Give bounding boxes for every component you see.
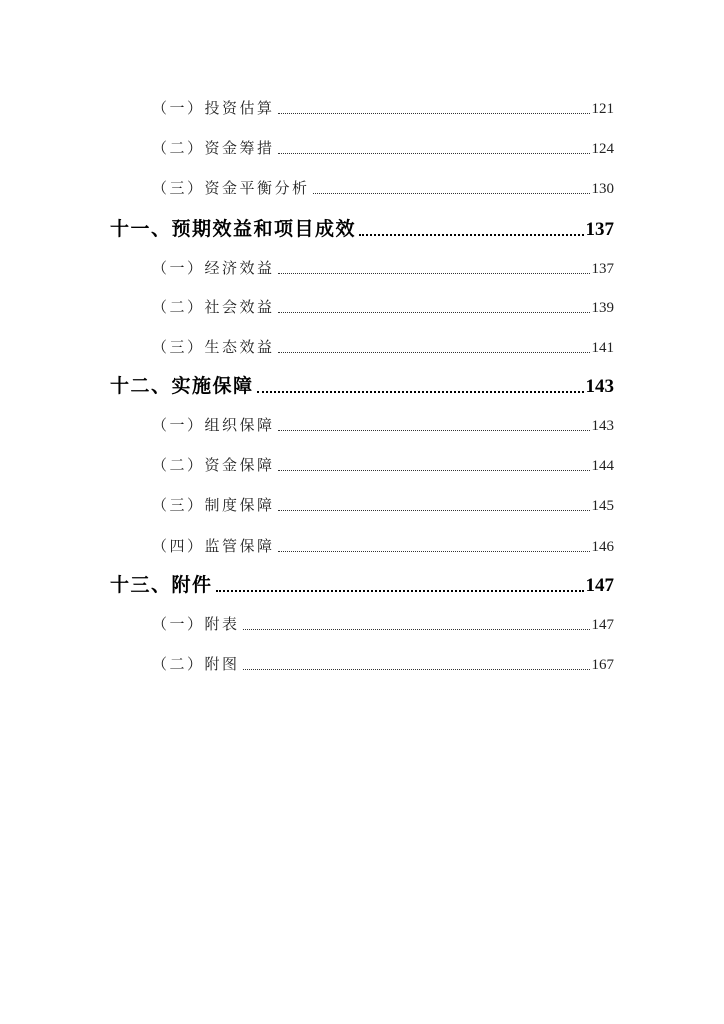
toc-dot-leader [278,464,590,471]
toc-entry-title: 十一、预期效益和项目成效 [110,218,357,240]
toc-section-entry[interactable] [152,613,614,635]
toc-dot-leader [278,267,590,274]
toc-entry-title: （二）资金保障 [152,456,275,474]
toc-dot-leader [278,504,590,511]
toc-entry-title: （二）附图 [152,655,240,673]
toc-dot-leader [278,306,590,313]
toc-dot-leader [278,147,590,154]
toc-dot-leader [359,228,583,236]
toc-entry-title: （四）监管保障 [152,537,275,555]
toc-dot-leader [278,545,590,552]
toc-page-number: 130 [591,181,614,197]
toc-section-entry[interactable] [152,494,614,516]
toc-page-number: 139 [591,300,614,316]
toc-dot-leader [278,107,590,114]
toc-section-entry[interactable] [152,97,614,119]
toc-entry-title: （三）制度保障 [152,496,275,514]
toc-section-entry[interactable] [152,653,614,675]
toc-entry-title: （一）投资估算 [152,99,275,117]
toc-section-entry[interactable] [152,535,614,557]
toc-page-number: 141 [591,340,614,356]
toc-entry-title: 十三、附件 [110,574,213,596]
toc-section-entry[interactable] [152,177,614,199]
toc-page-number: 147 [585,575,614,596]
toc-section-entry[interactable] [152,454,614,476]
toc-dot-leader [278,346,590,353]
toc-entry-title: （一）经济效益 [152,259,275,277]
toc-section-entry[interactable] [152,336,614,358]
toc-entry-title: （二）社会效益 [152,298,275,316]
toc-entry-title: 十二、实施保障 [110,375,254,397]
toc-section-entry[interactable] [152,257,614,279]
toc-page-number: 124 [591,141,614,157]
toc-dot-leader [216,584,584,592]
toc-entry-title: （二）资金筹措 [152,139,275,157]
toc-entry-title: （三）资金平衡分析 [152,179,310,197]
toc-dot-leader [313,187,590,194]
toc-page-number: 121 [591,101,614,117]
toc-page-number: 167 [591,657,614,673]
toc-entry-title: （三）生态效益 [152,338,275,356]
toc-chapter-entry[interactable] [110,572,614,598]
toc-page-number: 147 [591,617,614,633]
toc-page-number: 137 [585,219,614,240]
toc-page-number: 137 [591,261,614,277]
toc-chapter-entry[interactable] [110,216,614,242]
toc-section-entry[interactable] [152,414,614,436]
toc-chapter-entry[interactable] [110,373,614,399]
toc-entry-title: （一）组织保障 [152,416,275,434]
toc-dot-leader [243,663,590,670]
toc-dot-leader [257,385,584,393]
toc-page-number: 145 [591,498,614,514]
toc-section-entry[interactable] [152,137,614,159]
toc-page-number: 143 [591,418,614,434]
toc-dot-leader [243,623,590,630]
toc-page-number: 146 [591,539,614,555]
toc-dot-leader [278,424,590,431]
toc-section-entry[interactable] [152,296,614,318]
toc-page-number: 143 [585,376,614,397]
toc-entry-title: （一）附表 [152,615,240,633]
toc-page-number: 144 [591,458,614,474]
